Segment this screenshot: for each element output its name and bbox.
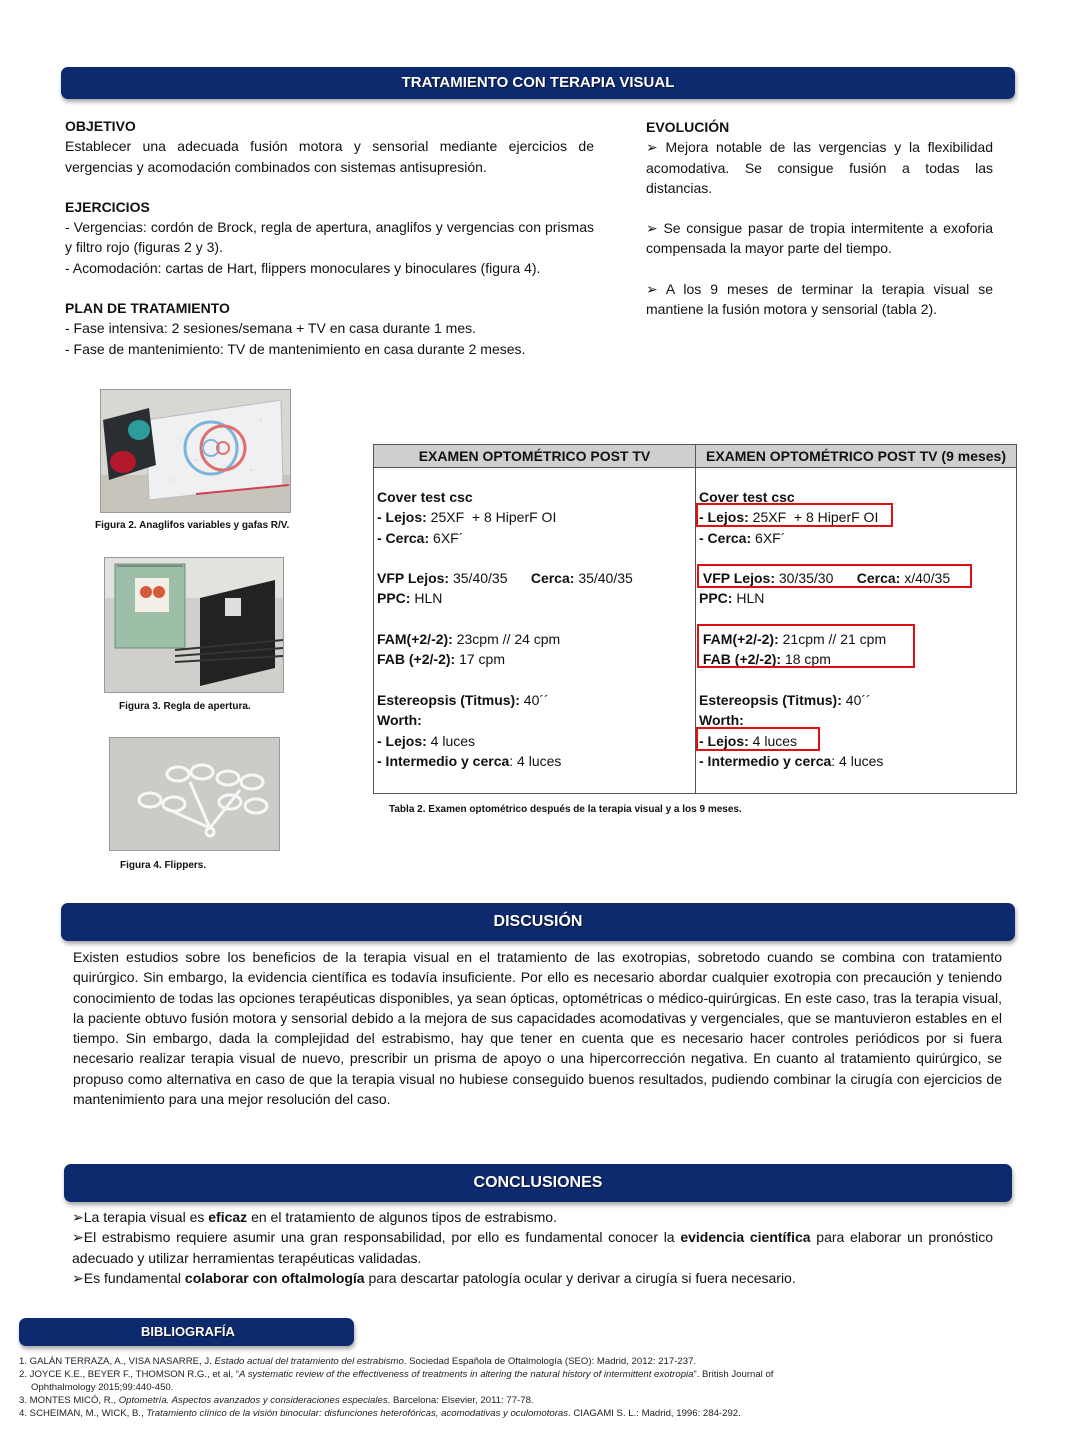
arrow-bullet-icon: ➢ — [646, 280, 658, 297]
highlight-box-vfp — [697, 564, 972, 588]
conclusion-item: ➢El estrabismo requiere asumir una gran responsabilidad, por ello es fundamental conocer la evidencia científica para elaborar un pronóstico adecuado y utilizar herramientas terapéuticas validadas. — [72, 1229, 994, 1266]
bibliography-item: 2. JOYCE K.E., BEYER F., THOMSON R.G., et al, “A systematic review of the effectiveness of treatments in altering the natural history of intermittent exotropia”. British Journal of — [19, 1369, 774, 1380]
table-cell-post-tv-9-months: Cover test csc - Lejos: 25XF + 8 HiperF OI - Cerca: 6XF´ VFP Lejos: 30/35/30 Cerca: x/40/35 PPC: HLN FAM(+2/-2): 21cpm // 21 cpm FAB (+2/-2): 18 cpm Estereopsis (Titmus): 40´´ Worth: - Lejos: 4 luces - Intermedio y cerca: 4 luces — [696, 468, 1017, 794]
bibliography-item: 4. SCHEIMAN, M., WICK, B., Tratamiento clínico de la visión binocular: disfunciones heterofóricas, acomodativas y oculomotoras. CIAGAMI S. L.: Madrid, 1996: 284-292. — [19, 1408, 741, 1419]
plan-item: - Fase de mantenimiento: TV de mantenimiento en casa durante 2 meses. — [65, 340, 526, 357]
section-banner-discusion: DISCUSIÓN — [61, 903, 1015, 941]
discusion-text: Existen estudios sobre los beneficios de la terapia visual en el tratamiento de las exotropias, sobretodo cuando se combina con tratamiento quirúrgico. Sin embargo, la evidencia científica es todavía insuficiente. Por ello es necesario abordar cualquier exotropia con precaución y teniendo conocimiento de todas las opciones terapéuticas disponibles, ya sean ópticas, optométricas o médico-quirúrgicas. En este caso, tras la terapia visual, la paciente obtuvo fusión motora y sensorial debido a la mejora de sus capacidades acomodativas y vergenciales, que se mantuvieron estables en el tiempo. Sin embargo, dada la complejidad del estrabismo, hay que tener en cuenta que es necesario hacer controles periódicos por si fuera necesario realizar terapia visual de nuevo, prescribir un prisma de apoyo o una hipercorrección negativa. En cuanto al tratamiento quirúrgico, se propuso como alternativa en caso de que la terapia visual no hubiese conseguido buenos resultados, pudiendo combinar la cirugía con ejercicios de mantenimiento para una mejor resolución del caso. — [73, 949, 1002, 1108]
highlight-box-fam-fab — [697, 624, 915, 668]
arrow-bullet-icon: ➢ — [72, 1229, 84, 1246]
section-banner-conclusiones: CONCLUSIONES — [64, 1164, 1012, 1202]
arrow-bullet-icon: ➢ — [646, 220, 658, 237]
plan-item: - Fase intensiva: 2 sesiones/semana + TV en casa durante 1 mes. — [65, 320, 477, 337]
optometric-exam-table — [373, 444, 1017, 794]
bibliography-item-continuation: Ophthalmology 2015;99:440-450. — [31, 1382, 174, 1393]
arrow-bullet-icon: ➢ — [72, 1269, 84, 1286]
table-header-post-tv: EXAMEN OPTOMÉTRICO POST TV — [374, 445, 696, 468]
figure-3-caption: Figura 3. Regla de apertura. — [119, 701, 251, 712]
table-caption: Tabla 2. Examen optométrico después de la terapia visual y a los 9 meses. — [389, 804, 742, 815]
objetivo-text: Establecer una adecuada fusión motora y sensorial mediante ejercicios de vergencias y acomodación combinados con sistemas antisupresión. — [65, 138, 594, 175]
conclusion-item: ➢La terapia visual es eficaz en el tratamiento de algunos tipos de estrabismo. — [72, 1209, 557, 1225]
figure-2-caption: Figura 2. Anaglifos variables y gafas R/V. — [95, 520, 290, 531]
section-banner-bibliografia: BIBLIOGRAFÍA — [19, 1318, 354, 1346]
evolucion-column — [646, 117, 993, 319]
evolucion-item: ➢ Se consigue pasar de tropia intermitente a exoforia compensada la mayor parte del tiempo. — [646, 220, 993, 257]
bibliography-item: 1. GALÁN TERRAZA, A., VISA NASARRE, J. Estado actual del tratamiento del estrabismo. Sociedad Española de Oftalmología (SEO): Madrid, 2012: 217-237. — [19, 1356, 697, 1367]
highlight-box-lejos — [696, 503, 893, 527]
ejercicios-item: - Vergencias: cordón de Brock, regla de apertura, anaglifos y vergencias con prismas y filtro rojo (figuras 2 y 3). — [65, 219, 594, 256]
bibliography-list — [19, 1355, 979, 1420]
ejercicios-title: EJERCICIOS — [65, 198, 150, 215]
arrow-bullet-icon: ➢ — [646, 139, 658, 156]
evolucion-item: ➢ A los 9 meses de terminar la terapia visual se mantiene la fusión motora y sensorial (tabla 2). — [646, 280, 993, 318]
evolucion-item: ➢ Mejora notable de las vergencias y la flexibilidad acomodativa. Se consigue fusión a todas las distancias. — [646, 139, 993, 196]
highlight-box-worth-lejos — [696, 727, 820, 751]
figure-4-flippers-photo — [109, 737, 280, 851]
left-column — [65, 116, 594, 359]
figure-4-caption: Figura 4. Flippers. — [120, 860, 207, 871]
table-cell-post-tv: Cover test csc - Lejos: 25XF + 8 HiperF OI - Cerca: 6XF´ VFP Lejos: 35/40/35 Cerca: 35/40/35 PPC: HLN FAM(+2/-2): 23cpm // 24 cpm FAB (+2/-2): 17 cpm Estereopsis (Titmus): 40´´ Worth: - Lejos: 4 luces - Intermedio y cerca: 4 luces — [374, 468, 696, 794]
section-banner-tratamiento: TRATAMIENTO CON TERAPIA VISUAL — [61, 67, 1015, 99]
evolucion-title: EVOLUCIÓN — [646, 119, 730, 135]
arrow-bullet-icon: ➢ — [72, 1209, 84, 1225]
table-header-post-tv-9-months: EXAMEN OPTOMÉTRICO POST TV (9 meses) — [696, 445, 1017, 468]
bibliography-item: 3. MONTES MICÓ, R., Optometría. Aspectos avanzados y consideraciones especiales. Barcelona: Elsevier, 2011: 77-78. — [19, 1395, 534, 1406]
objetivo-title: OBJETIVO — [65, 118, 136, 134]
figure-2-anaglyphs-photo — [100, 389, 291, 513]
conclusion-item: ➢Es fundamental colaborar con oftalmología para descartar patología ocular y derivar a cirugía si fuera necesario. — [72, 1269, 796, 1286]
conclusiones-list — [72, 1207, 993, 1288]
plan-title: PLAN DE TRATAMIENTO — [65, 300, 230, 317]
figure-3-aperture-rule-photo — [104, 557, 284, 693]
ejercicios-item: - Acomodación: cartas de Hart, flippers monoculares y binoculares (figura 4). — [65, 259, 541, 276]
